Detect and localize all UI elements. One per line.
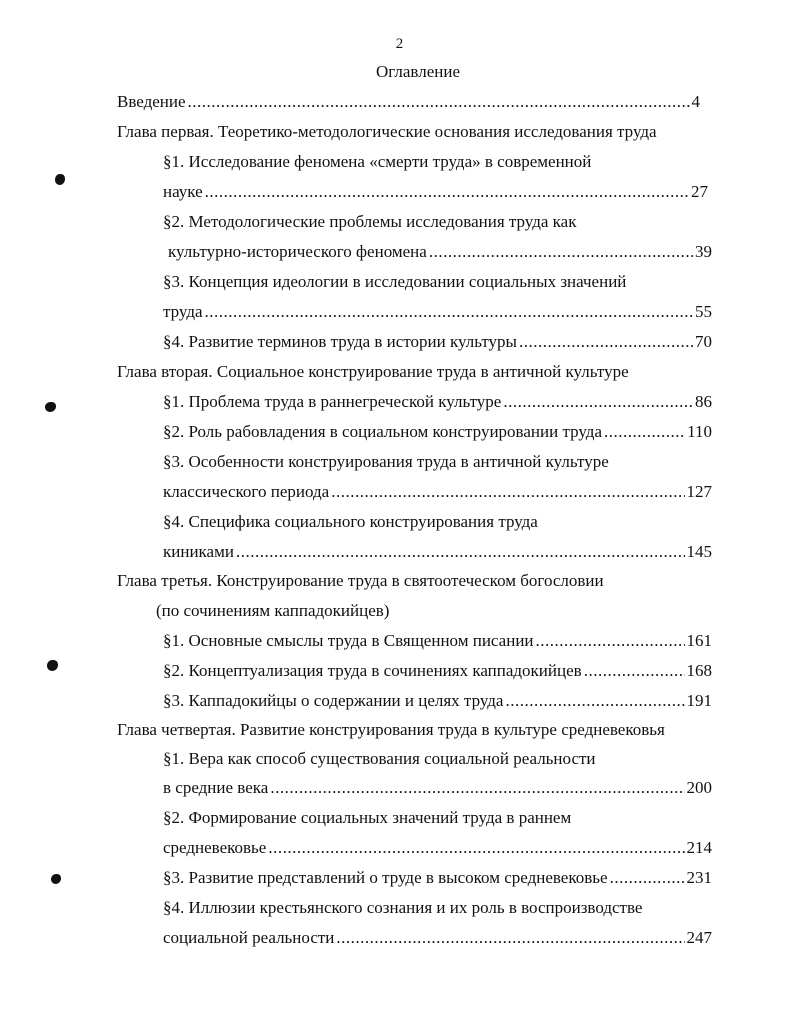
leader-dots — [336, 927, 684, 949]
toc-page-number: 4 — [691, 92, 700, 111]
leader-dots — [270, 777, 684, 799]
toc-page-number: 27 — [691, 182, 708, 201]
section-title: §3. Особенности конструирования труда в античной культуре — [163, 452, 609, 471]
section-title-cont: культурно-исторического феномена — [168, 242, 427, 261]
section-title: §2. Методологические проблемы исследования труда как — [163, 212, 577, 231]
leader-dots — [331, 481, 684, 503]
toc-entry — [163, 867, 712, 889]
chapter-title: Глава третья. Конструирование труда в святоотеческом богословии — [117, 571, 604, 590]
toc-page-number: 161 — [686, 631, 712, 650]
leader-dots — [205, 181, 689, 203]
leader-dots — [584, 660, 685, 682]
section-title: §4. Иллюзии крестьянского сознания и их роль в воспроизводстве — [163, 898, 643, 917]
toc-page-number: 191 — [686, 691, 712, 710]
toc-entry — [163, 331, 712, 353]
toc-entry — [163, 837, 712, 859]
section-title: §1. Вера как способ существования социальной реальности — [163, 749, 596, 768]
page-number: 2 — [395, 36, 404, 52]
chapter-title: Глава вторая. Социальное конструирование труда в античной культуре — [117, 362, 629, 381]
toc-page-number: 70 — [695, 332, 712, 351]
toc-page-number: 145 — [686, 542, 712, 561]
page-title: Оглавление — [376, 62, 460, 81]
toc-page-number: 200 — [686, 778, 712, 797]
leader-dots — [236, 541, 685, 563]
toc-entry — [168, 241, 712, 263]
leader-dots — [604, 421, 685, 443]
section-title: §3. Каппадокийцы о содержании и целях труда — [163, 691, 504, 710]
toc-entry — [163, 541, 712, 563]
leader-dots — [536, 630, 685, 652]
leader-dots — [188, 91, 690, 113]
section-title-cont: средневековье — [163, 838, 267, 857]
leader-dots — [610, 867, 685, 889]
toc-entry-text: Введение — [117, 92, 186, 111]
section-title: §1. Основные смыслы труда в Священном писании — [163, 631, 534, 650]
toc-page-number: 110 — [687, 422, 712, 441]
toc-entry-intro — [117, 91, 700, 113]
toc-page-number: 214 — [686, 838, 712, 857]
toc-entry — [163, 630, 712, 652]
chapter-subtitle: (по сочинениям каппадокийцев) — [156, 601, 390, 620]
toc-page-number: 247 — [686, 928, 712, 947]
section-title: §4. Развитие терминов труда в истории культуры — [163, 332, 517, 351]
leader-dots — [429, 241, 693, 263]
leader-dots — [268, 837, 684, 859]
section-title-cont: в средние века — [163, 778, 269, 797]
section-title-cont: социальной реальности — [163, 928, 335, 947]
toc-entry — [163, 481, 712, 503]
section-title-cont: труда — [163, 302, 203, 321]
section-title: §3. Развитие представлений о труде в высоком средневековье — [163, 868, 608, 887]
toc-entry — [163, 181, 708, 203]
toc-entry — [163, 690, 712, 712]
section-title: §2. Роль рабовладения в социальном конструировании труда — [163, 422, 602, 441]
chapter-title: Глава четвертая. Развитие конструирования труда в культуре средневековья — [117, 720, 665, 739]
toc-page-number: 127 — [686, 482, 712, 501]
toc-entry — [163, 660, 712, 682]
section-title: §2. Формирование социальных значений труда в раннем — [163, 808, 572, 827]
toc-entry — [163, 391, 712, 413]
toc-entry — [163, 421, 712, 443]
leader-dots — [505, 690, 684, 712]
chapter-title: Глава первая. Теоретико-методологические основания исследования труда — [117, 122, 657, 141]
toc-page-number: 168 — [686, 661, 712, 680]
toc-page-number: 86 — [695, 392, 712, 411]
toc-entry — [163, 777, 712, 799]
toc-page-number: 55 — [695, 302, 712, 321]
section-title-cont: классического периода — [163, 482, 330, 501]
leader-dots — [503, 391, 693, 413]
section-title-cont: науке — [163, 182, 203, 201]
section-title: §1. Исследование феномена «смерти труда» в современной — [163, 152, 592, 171]
leader-dots — [205, 301, 693, 323]
toc-page-number: 231 — [686, 868, 712, 887]
section-title: §4. Специфика социального конструирования труда — [163, 512, 538, 531]
section-title: §3. Концепция идеологии в исследовании социальных значений — [163, 272, 627, 291]
toc-entry — [163, 301, 712, 323]
section-title: §2. Концептуализация труда в сочинениях каппадокийцев — [163, 661, 582, 680]
toc-entry — [163, 927, 712, 949]
leader-dots — [519, 331, 693, 353]
section-title-cont: киниками — [163, 542, 234, 561]
toc-page-number: 39 — [695, 242, 712, 261]
section-title: §1. Проблема труда в раннегреческой культуре — [163, 392, 502, 411]
